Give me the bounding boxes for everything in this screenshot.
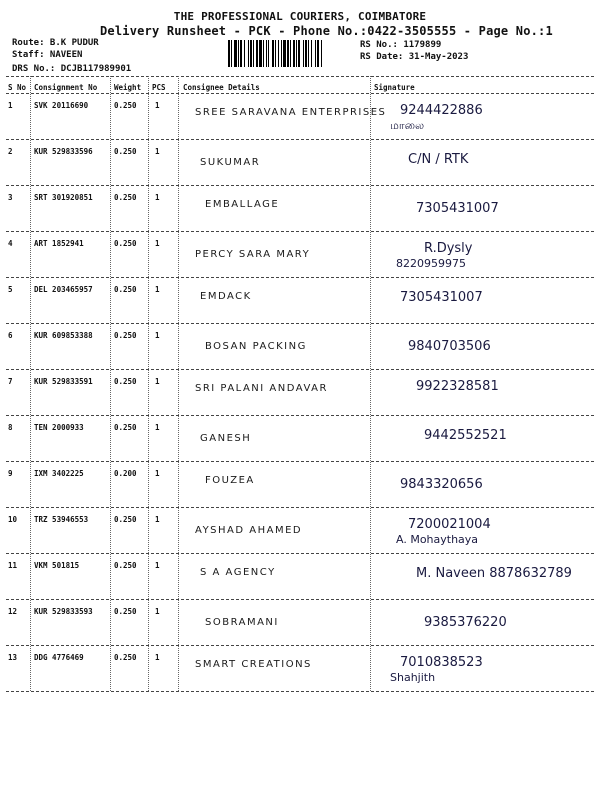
row-consignee-name: AYSHAD AHAMED	[195, 525, 303, 536]
row-signature-extra: 8220959975	[396, 257, 466, 270]
col-header-consignment: Consignment No	[34, 83, 98, 92]
row-separator	[6, 185, 594, 186]
row-sno: 1	[8, 101, 13, 110]
row-signature: R.Dysly	[424, 241, 473, 256]
row-signature-extra: A. Mohaythaya	[396, 533, 479, 546]
row-weight: 0.250	[114, 515, 137, 524]
row-sno: 4	[8, 239, 13, 248]
row-pcs: 1	[155, 147, 160, 156]
row-consignment-no: IXM 3402225	[34, 469, 84, 478]
row-separator	[6, 553, 594, 554]
row-pcs: 1	[155, 285, 160, 294]
row-consignment-no: SRT 301920851	[34, 193, 93, 202]
row-separator	[6, 415, 594, 416]
row-sno: 3	[8, 193, 13, 202]
row-signature: 9840703506	[408, 339, 491, 354]
row-pcs: 1	[155, 653, 160, 662]
row-consignment-no: TRZ 53946553	[34, 515, 89, 524]
row-weight: 0.250	[114, 285, 137, 294]
row-sno: 2	[8, 147, 13, 156]
row-signature: C/N / RTK	[408, 152, 469, 167]
row-signature: 9244422886	[400, 103, 483, 118]
row-sno: 12	[8, 607, 18, 616]
row-consignment-no: KUR 529833591	[34, 377, 93, 386]
row-separator	[6, 139, 594, 140]
row-consignment-no: TEN 2000933	[34, 423, 84, 432]
row-pcs: 1	[155, 469, 160, 478]
column-divider	[178, 76, 179, 691]
row-signature: 9385376220	[424, 615, 507, 630]
row-pcs: 1	[155, 193, 160, 202]
row-sno: 10	[8, 515, 18, 524]
column-divider	[370, 76, 371, 691]
row-sno: 11	[8, 561, 18, 570]
table-top-rule	[6, 76, 594, 77]
row-consignee-name: PERCY SARA MARY	[195, 249, 311, 260]
row-consignee-name: EMBALLAGE	[205, 199, 280, 210]
col-header-consignee: Consignee Details	[183, 83, 260, 92]
row-sno: 9	[8, 469, 13, 478]
row-sno: 13	[8, 653, 18, 662]
row-consignment-no: KUR 529833596	[34, 147, 93, 156]
row-consignee-name: S A AGENCY	[200, 567, 276, 578]
row-signature: 9442552521	[424, 428, 507, 443]
row-pcs: 1	[155, 607, 160, 616]
row-consignment-no: ART 1852941	[34, 239, 84, 248]
row-consignment-no: KUR 529833593	[34, 607, 93, 616]
row-separator	[6, 645, 594, 646]
drs-number: DRS No.: DCJB117989901	[12, 64, 132, 74]
rs-date: RS Date: 31-May-2023	[360, 52, 469, 62]
barcode-image	[228, 40, 353, 67]
rs-number: RS No.: 1179899	[360, 40, 442, 50]
row-consignee-name: SREE SARAVANA ENTERPRISES	[195, 107, 387, 118]
row-pcs: 1	[155, 331, 160, 340]
row-separator	[6, 599, 594, 600]
table-header-rule	[6, 93, 594, 94]
row-separator	[6, 461, 594, 462]
col-header-signature: Signature	[374, 83, 415, 92]
row-signature: 7305431007	[400, 290, 483, 305]
row-weight: 0.250	[114, 423, 137, 432]
row-signature-extra: மாலை	[390, 119, 425, 132]
row-consignee-name: EMDACK	[200, 291, 252, 302]
row-consignment-no: DEL 203465957	[34, 285, 93, 294]
row-pcs: 1	[155, 561, 160, 570]
row-weight: 0.250	[114, 331, 137, 340]
row-signature: 7010838523	[400, 655, 483, 670]
row-weight: 0.250	[114, 653, 137, 662]
row-pcs: 1	[155, 101, 160, 110]
row-pcs: 1	[155, 515, 160, 524]
column-divider	[30, 76, 31, 691]
staff-label: Staff: NAVEEN	[12, 50, 83, 60]
row-consignment-no: VKM 501815	[34, 561, 80, 570]
row-consignee-name: BOSAN PACKING	[205, 341, 307, 352]
row-weight: 0.250	[114, 101, 137, 110]
row-consignee-name: SMART CREATIONS	[195, 659, 312, 670]
row-signature: 9922328581	[416, 379, 499, 394]
row-pcs: 1	[155, 239, 160, 248]
runsheet-subtitle: Delivery Runsheet - PCK - Phone No.:0422-3505555 - Page No.:1	[100, 24, 553, 38]
row-consignee-name: GANESH	[200, 433, 252, 444]
row-separator	[6, 507, 594, 508]
row-signature: 7305431007	[416, 201, 499, 216]
row-signature: 7200021004	[408, 517, 491, 532]
column-divider	[110, 76, 111, 691]
row-sno: 7	[8, 377, 13, 386]
row-sno: 8	[8, 423, 13, 432]
row-consignee-name: SOBRAMANI	[205, 617, 279, 628]
row-signature-extra: Shahjith	[390, 671, 436, 684]
col-header-weight: Weight	[114, 83, 142, 92]
row-separator	[6, 369, 594, 370]
row-sno: 5	[8, 285, 13, 294]
row-consignment-no: DDG 4776469	[34, 653, 84, 662]
company-title: THE PROFESSIONAL COURIERS, COIMBATORE	[173, 10, 427, 23]
row-consignee-name: FOUZEA	[205, 475, 255, 486]
row-weight: 0.250	[114, 193, 137, 202]
col-header-pcs: PCS	[152, 83, 166, 92]
row-separator	[6, 323, 594, 324]
row-consignment-no: SVK 20116690	[34, 101, 89, 110]
row-signature: M. Naveen 8878632789	[416, 566, 572, 581]
row-weight: 0.250	[114, 239, 137, 248]
row-signature: 9843320656	[400, 477, 483, 492]
row-pcs: 1	[155, 423, 160, 432]
column-divider	[148, 76, 149, 691]
col-header-sno: S No	[8, 83, 27, 92]
row-consignee-name: SUKUMAR	[200, 157, 261, 168]
row-weight: 0.250	[114, 607, 137, 616]
row-sno: 6	[8, 331, 13, 340]
row-consignment-no: KUR 609853388	[34, 331, 93, 340]
row-weight: 0.200	[114, 469, 137, 478]
row-pcs: 1	[155, 377, 160, 386]
row-weight: 0.250	[114, 561, 137, 570]
row-consignee-name: SRI PALANI ANDAVAR	[195, 383, 328, 394]
row-separator	[6, 277, 594, 278]
route-label: Route: B.K PUDUR	[12, 38, 99, 48]
row-weight: 0.250	[114, 147, 137, 156]
row-weight: 0.250	[114, 377, 137, 386]
row-separator	[6, 691, 594, 692]
row-separator	[6, 231, 594, 232]
